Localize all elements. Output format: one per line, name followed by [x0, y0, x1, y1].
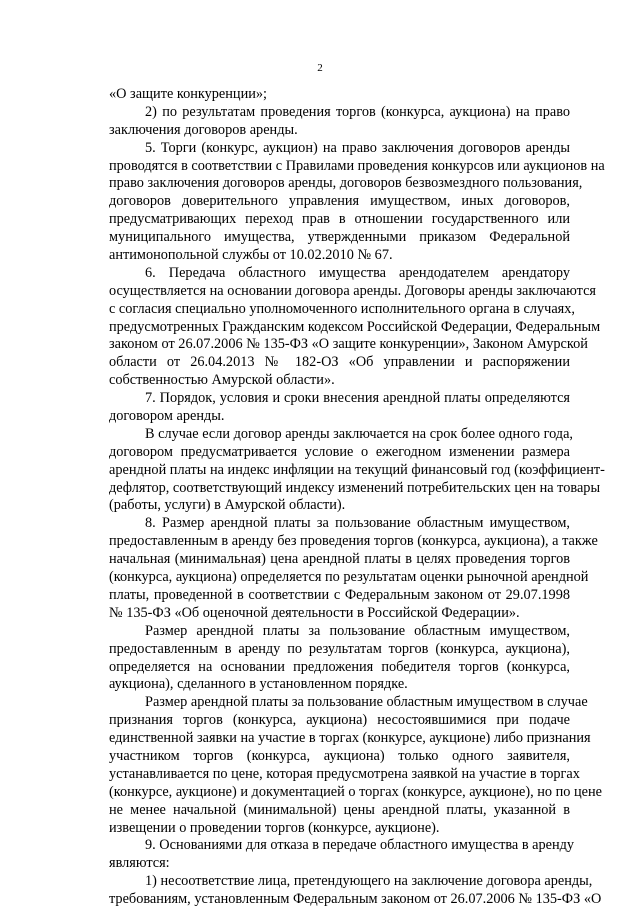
- page-number: 2: [317, 62, 323, 74]
- text-line: заключения договоров аренды.: [109, 121, 298, 138]
- text-line: проводятся в соответствии с Правилами проведения конкурсов или аукционов на: [109, 157, 605, 174]
- text-line: единственной заявки на участие в торгах (конкурсе, аукционе) либо признания: [109, 730, 591, 747]
- text-line: (работы, услуги) в Амурской области).: [109, 497, 346, 514]
- text-line: участником торгов (конкурса, аукциона) только одного заявителя,: [109, 747, 570, 764]
- document-body: [109, 86, 605, 909]
- text-line: начальная (минимальная) цена арендной платы в целях проведения торгов: [109, 551, 570, 568]
- text-line: 9. Основаниями для отказа в передаче областного имущества в аренду: [145, 837, 575, 854]
- text-line: собственностью Амурской области».: [109, 372, 335, 389]
- text-line: не менее начальной (минимальной) цены арендной платы, указанной в: [109, 801, 570, 818]
- text-line: признания торгов (конкурса, аукциона) несостоявшимися при подаче: [109, 712, 570, 729]
- text-line: 8. Размер арендной платы за пользование областным имуществом,: [145, 515, 570, 532]
- text-line: платы, проведенной в соответствии с Федеральным законом от 29.07.1998: [109, 586, 570, 603]
- text-line: области от 26.04.2013 № 182-ОЗ «Об управлении и распоряжении: [109, 354, 570, 371]
- text-line: В случае если договор аренды заключается на срок более одного года,: [145, 425, 574, 442]
- text-line: 7. Порядок, условия и сроки внесения арендной платы определяются: [145, 390, 570, 407]
- text-line: Размер арендной платы за пользование областным имуществом,: [145, 622, 570, 639]
- text-line: (конкурса, аукциона) определяется по результатам оценки рыночной арендной: [109, 569, 589, 586]
- text-line: 6. Передача областного имущества арендодателем арендатору: [145, 264, 570, 281]
- text-line: 1) несоответствие лица, претендующего на заключение договора аренды,: [145, 873, 593, 890]
- text-line: законом от 26.07.2006 № 135-ФЗ «О защите конкуренции», Законом Амурской: [109, 336, 588, 353]
- text-line: предоставленным в аренду без проведения торгов (конкурса, аукциона), а также: [109, 533, 598, 550]
- text-line: 2) по результатам проведения торгов (конкурса, аукциона) на право: [145, 103, 570, 120]
- text-line: Размер арендной платы за пользование областным имуществом в случае: [145, 694, 588, 711]
- text-line: антимонопольной службы от 10.02.2010 № 67.: [109, 247, 393, 264]
- text-line: (конкурсе, аукционе) и документацией о торгах (конкурсе, аукционе), но по цене: [109, 783, 603, 800]
- text-line: право заключения договоров аренды, договоров безвозмездного пользования,: [109, 175, 583, 192]
- text-line: с согласия специально уполномоченного исполнительного органа в случаях,: [109, 300, 575, 317]
- text-line: предоставленным в аренду по результатам торгов (конкурса, аукциона),: [109, 640, 570, 657]
- text-line: договором предусматривается условие о ежегодном изменении размера: [109, 443, 570, 460]
- text-line: договоров доверительного управления имуществом, иных договоров,: [109, 193, 570, 210]
- text-line: «О защите конкуренции»;: [109, 86, 267, 102]
- text-line: 5. Торги (конкурс, аукцион) на право заключения договоров аренды: [145, 139, 570, 156]
- text-line: договором аренды.: [109, 408, 225, 425]
- text-line: аукциона), сделанного в установленном порядке.: [109, 676, 408, 693]
- text-line: предусмотренных Гражданским кодексом Российской Федерации, Федеральным: [109, 318, 601, 335]
- text-line: арендной платы на индекс инфляции на текущий финансовый год (коэффициент-: [109, 461, 605, 478]
- text-line: извещении о проведении торгов (конкурсе, аукционе).: [109, 819, 440, 836]
- text-line: № 135-ФЗ «Об оценочной деятельности в Российской Федерации».: [109, 604, 520, 621]
- text-line: осуществляется на основании договора аренды. Договоры аренды заключаются: [109, 282, 596, 299]
- text-line: муниципального имущества, утвержденными приказом Федеральной: [109, 229, 570, 246]
- text-line: требованиям, установленным Федеральным законом от 26.07.2006 № 135-ФЗ «О: [109, 891, 602, 908]
- text-line: предусматривающих переход прав в отношении государственного или: [109, 211, 570, 228]
- text-line: являются:: [109, 855, 170, 872]
- text-line: дефлятор, соответствующий индексу изменений потребительских цен на товары: [109, 479, 601, 496]
- text-line: устанавливается по цене, которая предусмотрена заявкой на участие в торгах: [109, 765, 580, 782]
- text-line: определяется на основании предложения победителя торгов (конкурса,: [109, 658, 570, 675]
